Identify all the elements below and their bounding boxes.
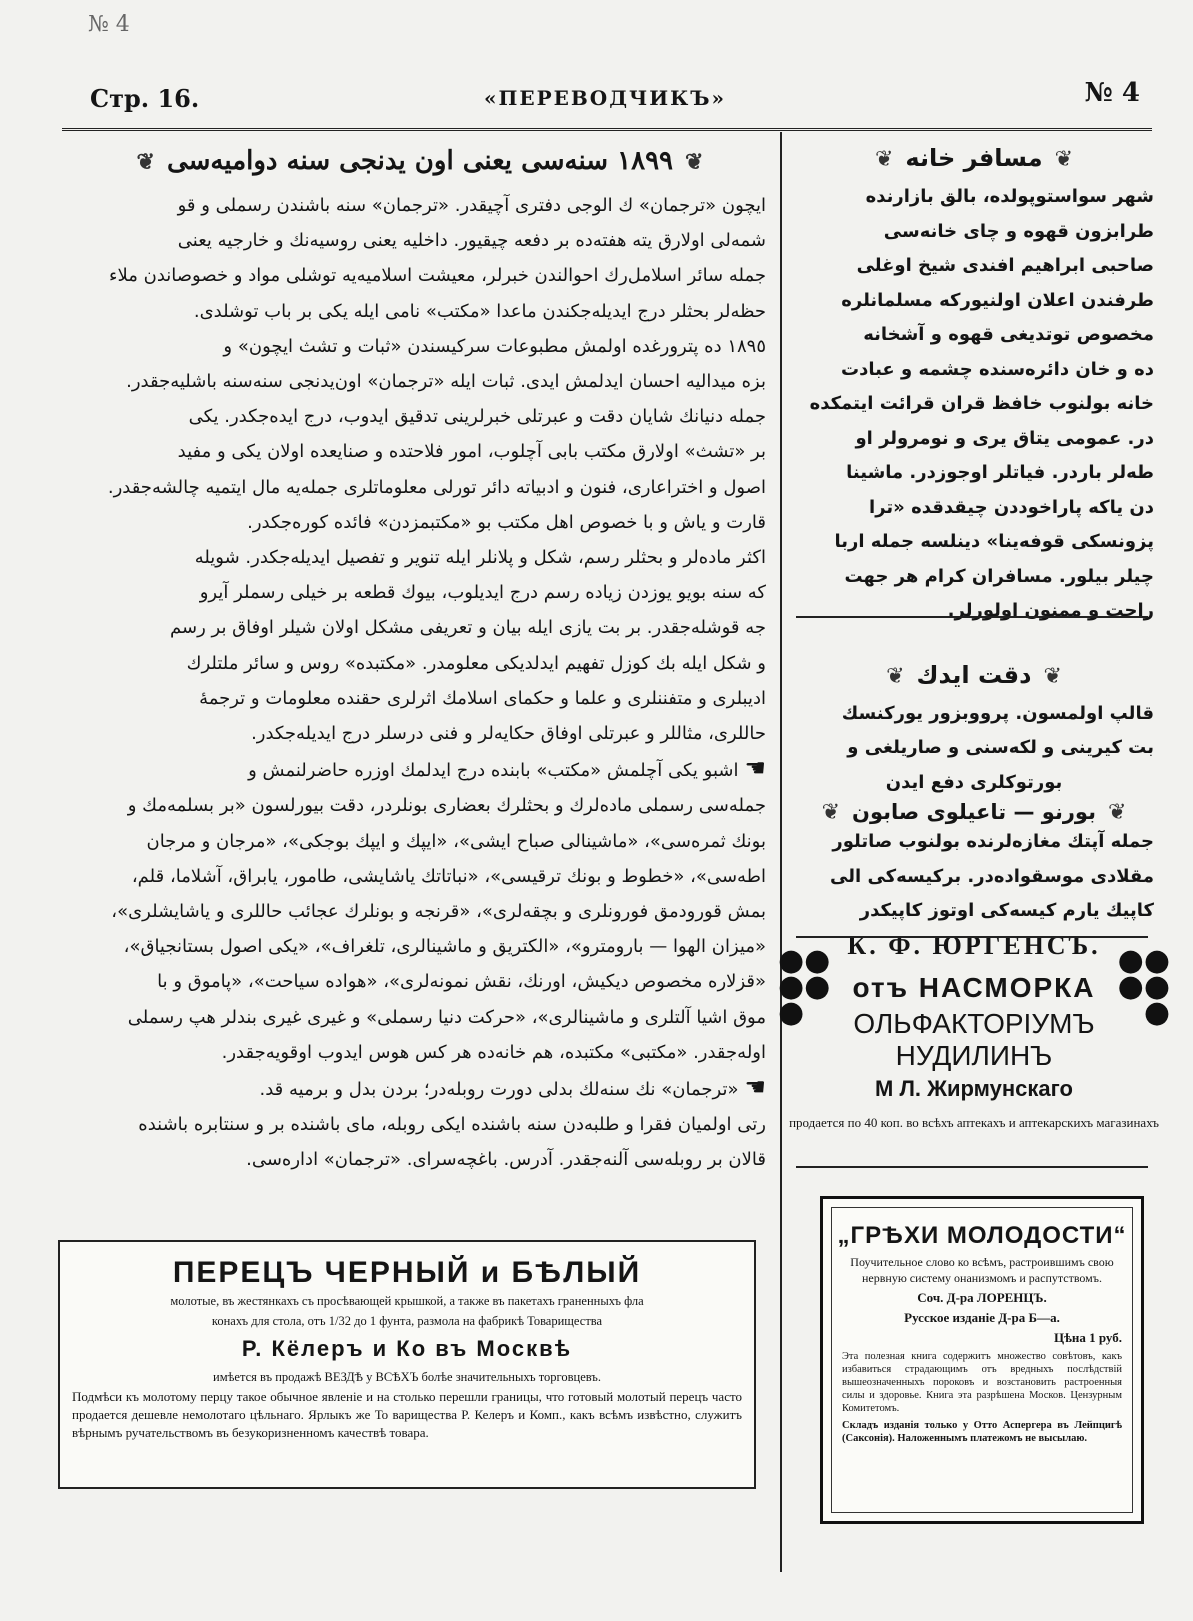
soap-title-text: بورنو — تاعیلوی صابون bbox=[852, 800, 1096, 824]
text-line: خانه بولنوب خافظ قران قرائت ایتمکده bbox=[809, 393, 1154, 414]
text-line: دن یاکه پاراخوددن چیقدقده «ترا bbox=[869, 496, 1154, 518]
book-dealer: Складъ изданія только у Отто Аспергера въ Лейпцигѣ (Саксонія). Наложеннымъ платежомъ не высылаю. bbox=[842, 1420, 1122, 1444]
book-edition: Русское изданіе Д-ра Б—а. bbox=[904, 1310, 1060, 1325]
text-line: حاللری، مثاللر و عبرتلی اوفاق حکایه‌لر و فنی درسلر درج ایدیله‌جکدر. bbox=[251, 723, 766, 745]
pepper-ad-line: молотые, въ жестянкахъ съ просѣвающей крышкой, а также въ пакетахъ граненныхъ фла bbox=[170, 1294, 644, 1308]
text-line: صاحبی ابراهیم افندی شیخ اوغلی bbox=[856, 255, 1154, 276]
text-line: طه‌لر باردر. فیاتلر اوجوزدر. ماشینا bbox=[846, 462, 1154, 483]
ornament-icon: ❦ bbox=[685, 149, 704, 175]
text-line: مخصوص توتدیغی قهوه و آشخانه bbox=[863, 324, 1154, 345]
text-line: جمله سائر اسلامل‌رك احوالندن خبرلر، معیشت اسلامیه‌یه توشلی مواد و خصوصاندن ملاء bbox=[109, 265, 766, 287]
text-line: طرفندن اعلان اولنیورکه مسلمانلره bbox=[841, 289, 1154, 311]
book-advertisement bbox=[820, 1196, 1144, 1524]
side-divider bbox=[796, 936, 1148, 938]
ornament-icon: ❦ bbox=[1054, 147, 1074, 172]
dots-ornament-icon: ●● ●● ● bbox=[1117, 943, 1170, 1030]
text-line: شهر سواستوپولده، بالق بازارنده bbox=[865, 186, 1154, 207]
handwritten-mark: № 4 bbox=[88, 12, 130, 37]
text-line: راحت و ممنون اولورلر. bbox=[947, 600, 1154, 621]
notice-title bbox=[788, 661, 1160, 689]
lead-text: اشبو یکی آچلمش «مکتب» بابنده درج ایدلمك اوزره حاضرلنمش و bbox=[248, 760, 739, 782]
side-divider bbox=[796, 616, 1148, 618]
text-line: اصول و اختراعاری، فنون و ادبیاته دائر تورلی معلوماتلری جمله‌یه مال ایتمیه چالشه‌جقدر. bbox=[107, 476, 766, 498]
section-title-text: ١٨٩٩ سنه‌سی یعنی اون یدنجی سنه دوامیه‌سی bbox=[166, 146, 674, 176]
column-rule bbox=[780, 132, 782, 1572]
olfactorium-price: продается по 40 коп. во всѣхъ аптекахъ и аптекарскихъ магазинахъ bbox=[789, 1115, 1159, 1130]
ornament-icon: ❦ bbox=[886, 663, 905, 689]
text-line: طرابزون قهوه و چای خانه‌سی bbox=[883, 220, 1154, 242]
text-line: موق اشیا آلتلری و ماشینالری»، «حرکت دنیا رسملی» و غیری غیری بندلر هپ رسملی bbox=[127, 1006, 766, 1028]
text-line: پزونسکی قوفه‌ینا» دینلسه جمله اربا bbox=[834, 531, 1154, 552]
pepper-ad-line: конахъ для стола, отъ 1/32 до 1 фунта, размола на фабрикѣ Товарищества bbox=[211, 1314, 603, 1328]
text-line: بونك ثمره‌سی»، «ماشینالی صباح ایشی»، «ایپك و ایپك بوجکی»، «مرجان و مرجان bbox=[146, 830, 766, 852]
notice-title-text: دقت ایدك bbox=[916, 660, 1032, 689]
book-price: Цѣна 1 руб. bbox=[1053, 1330, 1122, 1345]
book-details: Эта полезная книга содержитъ множество совѣтовъ, какъ избавиться страдающимъ отъ вредныхъ послѣдствій вышеозначенныхъ пороковъ и возстановить растроенныя силы и здоровье. Книга эта разрѣшена Москов. Цензурным Комитетомъ. bbox=[842, 1351, 1122, 1414]
ornament-icon: ❦ bbox=[136, 149, 155, 175]
pointing-hand-icon: ☚ bbox=[744, 754, 766, 783]
page-header bbox=[60, 72, 1150, 128]
text-line: چیلر بیلور. مسافران کرام هر جهت bbox=[844, 565, 1154, 587]
issue-number: № 4 bbox=[1084, 78, 1140, 108]
paragraph-intro bbox=[64, 188, 776, 329]
text-line: اوله‌جقدر. «مکتبی» مکتبده، هم خانه‌ده هر کس هوس ایدوب اوقویه‌جقدر. bbox=[221, 1041, 766, 1063]
guest-house-title-text: مسافر خانه bbox=[905, 144, 1043, 172]
book-ad-frame bbox=[831, 1207, 1133, 1513]
ornament-icon: ❦ bbox=[821, 800, 841, 825]
pepper-advertisement bbox=[58, 1240, 756, 1489]
book-title: „ГРѢХИ МОЛОДОСТИ“ bbox=[837, 1222, 1127, 1249]
olfactorium-maker: М Л. Жирмунскаго bbox=[875, 1076, 1073, 1101]
header-rule bbox=[62, 128, 1152, 131]
text-line: اطه‌سی»، «خطوط و بونك ترقیسی»، «نباتاتك یاشایشی، طامور، یابراق، آشلاما، قلم، bbox=[131, 865, 766, 887]
section-title bbox=[64, 146, 776, 176]
soap-title bbox=[788, 800, 1160, 825]
text-line: شمه‌لی اولارق یته هفته‌ده بر دفعه چیقیور. داخلیه یعنی روسیه‌نك و خارجیه یعنی bbox=[177, 230, 766, 252]
text-line: در. عمومی یتاق یری و نومرولر او bbox=[855, 427, 1154, 449]
olfactorium-headline: отъ НАСМОРКА bbox=[852, 972, 1096, 1003]
text-line: جمله‌سی رسملی ماده‌لرك و بحثلرك بعضاری بونلردر، دقت بیورلسون «بر بسلمه‌مك و bbox=[127, 795, 766, 817]
text-line: ده و خان دائره‌سنده چشمه و عبادت bbox=[841, 358, 1154, 380]
side-divider bbox=[796, 1166, 1148, 1168]
side-column bbox=[788, 138, 1160, 961]
text-line: قارت و یاش و با خصوص اهل مکتب بو «مکتبمزدن» فائده کوره‌جکدر. bbox=[247, 511, 766, 533]
dots-ornament-icon: ●● ●● ● bbox=[778, 943, 831, 1030]
text-line: قالپ اولمسون. پرووبزور یورکنسك bbox=[841, 702, 1154, 724]
lead-text: «ترجمان» نك سنه‌لك بدلی دورت روبله‌در؛ بردن بدل و برمیه قد. bbox=[259, 1079, 739, 1101]
olfactorium-product: ОЛЬФАКТОРIУМЪ НУДИЛИНЪ bbox=[853, 1008, 1095, 1071]
text-line: و شکل ایله بك کوزل تفهیم ایدلدیکی معلومدر. «مکتبده» روس و سائر ملتلرك bbox=[186, 652, 766, 674]
text-line: بمش قورودمق فورونلری و بچقه‌لری»، «قرنجه و بونلرك عجائب حاللری و یاشایشلری»، bbox=[111, 901, 766, 923]
soap-text bbox=[788, 825, 1160, 929]
text-line: بورتوکلری دفع ایدن bbox=[885, 771, 1063, 793]
main-column bbox=[64, 138, 776, 1178]
paragraph-topics bbox=[64, 751, 776, 1070]
pepper-ad-title: ПЕРЕЦЪ ЧЕРНЫЙ и БѢЛЫЙ bbox=[172, 1256, 642, 1289]
text-line: ایچون «ترجمان» ك الوجی دفتری آچیقدر. «ترجمان» سنه باشندن رسملی و قو bbox=[177, 195, 766, 216]
page-number: Стр. 16. bbox=[90, 84, 200, 113]
text-line: که سنه بویو یوزدن زیاده رسم درج ایدیلوب، بیوك قطعه بر خیلی رسملر آیرو bbox=[199, 582, 766, 604]
ornament-icon: ❦ bbox=[874, 147, 894, 172]
guest-house-title bbox=[788, 144, 1160, 172]
text-line: جمله آپتك مغازه‌لرنده بولنوب صاتلور bbox=[832, 831, 1154, 852]
masthead-title: «ПЕРЕВОДЧИКЪ» bbox=[483, 86, 726, 110]
text-line: کاپیك یارم کیسه‌کی اوتوز کاپیکدر bbox=[859, 900, 1154, 921]
text-line: حظه‌لر بحثلر درج ایدیله‌جکندن ماعدا «مکتب» نامی ایله یکی بر باب توشلدی. bbox=[193, 300, 766, 322]
text-line: جمله دنیانك شایان دقت و عبرتلی خبرلرینی تدقیق ایدوب، درج ایده‌جکدر. یکی bbox=[188, 406, 766, 428]
paragraph-history bbox=[64, 329, 776, 751]
text-line: رتی اولمیان فقرا و طلبه‌دن سنه باشنده ایکی روبله، مای باشنده بر و سنتابره باشنده bbox=[138, 1114, 766, 1136]
pepper-ad-firm: Р. Кёлеръ и Ко въ Москвѣ bbox=[241, 1336, 573, 1361]
pepper-ad-line: имѣется въ продажѣ ВЕЗДѢ у ВСѢХЪ болѣе значительныхъ торговцевъ. bbox=[213, 1370, 601, 1384]
text-line: بت کیرینی و لکه‌سنی و صاریلغی و bbox=[847, 737, 1154, 758]
text-line bbox=[74, 1070, 766, 1107]
text-line: مقلادی موسقواده‌در. برکیسه‌کی الی bbox=[830, 865, 1154, 887]
pepper-ad-body: Подмѣси къ молотому перцу такое обычное явленіе и на столько перешли границы, что готовый молотый перецъ часто продается дешевле немолотаго цѣльнаго. Ярлыкъ же То варищества Р. Келеръ и Комп., какъ всѣмъ извѣстно, служитъ вѣрнымъ ручательствомъ въ безукоризненномъ качествѣ товара. bbox=[72, 1389, 742, 1440]
notice-text bbox=[788, 697, 1160, 801]
guest-house-text bbox=[788, 180, 1160, 629]
advertiser-signature: К. Ф. ЮРГЕНСЪ. bbox=[847, 930, 1101, 960]
text-line: بر «تشث» اولارق مکتب بابی آچلوب، امور فلاحتده و صنایعده اولان یکی و مفید bbox=[177, 441, 766, 463]
book-description: Поучительное слово ко всѣмъ, растроившимъ свою нервную систему онанизмомъ и распутствомъ. bbox=[850, 1255, 1114, 1285]
ornament-icon: ❦ bbox=[1107, 800, 1127, 825]
text-line: ١٨٩٥ ده پترورغده اولمش مطبوعات سرکیسندن «ثبات و تشث ایچون» و bbox=[223, 335, 766, 357]
text-line: ادیبلری و متفننلری و علما و حکمای اسلامك اثرلری حقنده معلومات و ترجمهٔ bbox=[199, 687, 766, 709]
text-line: «قزلاره مخصوص دیکیش، اورنك، نقش نمونه‌لری»، «هواده سیاحت»، «پاموق و با bbox=[157, 971, 766, 993]
text-line: «میزان الهوا — بارومترو»، «الکتریق و ماشینالری، تلغراف»، «یکی اصول بستانجیاق»، bbox=[123, 936, 766, 958]
text-line: جه قوشله‌جقدر. بر بت یازی ایله بیان و تعریفی مشکل اولان شیلر اوفاق بر رسم bbox=[170, 617, 766, 639]
paragraph-subscription bbox=[64, 1070, 776, 1178]
book-author: Соч. Д-ра ЛОРЕНЦЪ. bbox=[917, 1290, 1047, 1305]
text-line bbox=[74, 751, 766, 788]
text-line: بزه میدالیه احسان ایدلمش ایدی. ثبات ایله «ترجمان» اون‌یدنجی سنه‌سنه باشلیه‌جقدر. bbox=[126, 371, 766, 393]
pointing-hand-icon: ☚ bbox=[744, 1073, 766, 1102]
ornament-icon: ❦ bbox=[1043, 663, 1062, 689]
text-line: قالان بر روبله‌سی آلنه‌جقدر. آدرس. باغچه‌سرای. «ترجمان» اداره‌سی. bbox=[246, 1149, 766, 1171]
text-line: اکثر ماده‌لر و بحثلر رسم، شکل و پلانلر ایله تنویر و تفصیل ایدیله‌جکدر. شویله bbox=[194, 547, 766, 569]
